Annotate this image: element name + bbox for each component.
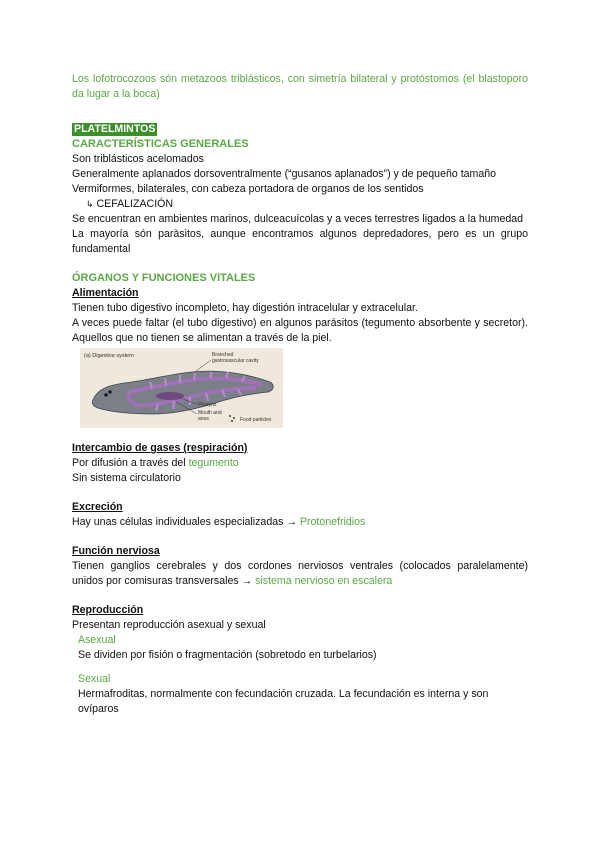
protonefridios-term: Protonefridios [299,516,366,528]
intercambio-text: Por difusión a través del [72,457,189,469]
eyespot [104,393,107,396]
intercambio-title: Intercambio de gases (respiración) [72,442,248,454]
intercambio-line-2: Sin sistema circulatorio [72,472,181,484]
sexual-text: Hermafroditas, normalmente con fecundación cruzada. La fecundación es interna y son ovíparos [78,688,489,715]
nerviosa-paragraph [72,559,528,589]
eyespot [108,390,111,393]
label-anus: anus [198,416,209,422]
document-page [72,72,528,717]
asexual-label: Asexual [78,634,116,646]
nerviosa-title: Función nerviosa [72,545,160,557]
food-particle [231,420,233,422]
nerviosa-text: Tienen ganglios cerebrales y dos cordones nerviosos ventrales (colocados paralelamente) unidos por comisuras transversales → [72,560,528,587]
digestive-system-figure [80,348,283,428]
sexual-label: Sexual [78,673,111,685]
label-gastrovascular: gastrovascular cavity [212,358,259,364]
spacer [72,486,528,500]
heading-highlight: PLATELMINTOS [74,123,156,135]
alimentacion-line-1: Tienen tubo digestivo incompleto, hay digestión intracelular y extracelular. [72,302,418,314]
label-food: Food particles [240,417,272,423]
spacer [72,530,528,544]
general-line-1: Son triblásticos acelomados [72,153,204,165]
intercambio-line-1 [72,456,528,471]
label-mouth: Mouth and [198,410,222,416]
alimentacion-line-2: A veces puede faltar (el tubo digestivo) en algunos parásitos (tegumento absorbente y secretor). Aquellos que no tienen se alimentan a través de la piel. [72,317,528,344]
habitat-paragraph: Se encuentran en ambientes marinos, dulceacuícolas y a veces terrestres ligados a la humedad [72,213,524,225]
reproduccion-title: Reproducción [72,604,144,616]
food-particle [233,417,235,419]
spacer [72,589,528,603]
spacer [72,257,528,271]
spacer [72,663,528,672]
figure-caption: (a) Digestive system [84,353,134,359]
reproduccion-line: Presentan reproducción asexual y sexual [72,619,266,631]
intro-paragraph: Los lofotrocozoos són metazoos triblásticos, con simetría bilateral y protóstomos (el blastoporo da lugar a la boca) [72,73,528,100]
cefalizacion-line [72,197,528,212]
cefalizacion-text: CEFALIZACIÓN [96,198,174,210]
organos-title: ÓRGANOS Y FUNCIONES VITALES [72,272,256,284]
tegumento-term: tegumento [188,457,239,469]
asexual-text: Se dividen por fisión o fragmentación (sobretodo en turbelarios) [78,649,377,661]
general-line-3: Vermiformes, bilaterales, con cabeza portadora de organos de los sentidos [72,183,424,195]
excrecion-title: Excreción [72,501,123,513]
food-particle [229,415,231,417]
parasitos-paragraph: La mayoría són paràsitos, aunque encontramos algunos depredadores, pero es un grupo fundamental [72,228,528,255]
excrecion-text: Hay unas células individuales especializadas → [72,516,300,528]
pharynx [156,392,184,400]
escalera-term: sistema nervioso en escalera [255,575,393,587]
excrecion-line [72,515,528,530]
general-title: CARACTERÍSTICAS GENERALES [72,138,249,150]
return-arrow-icon: ↳ [86,199,94,209]
alimentacion-title: Alimentación [72,287,139,299]
section-heading [72,122,528,137]
general-line-2: Generalmente aplanados dorsoventralmente (“gusanos aplanados”) y de pequeño tamaño [72,168,497,180]
label-branched: Branched [212,352,234,358]
spacer [72,432,528,441]
label-pharynx: Pharynx [198,402,217,408]
flatworm-illustration [80,348,283,428]
